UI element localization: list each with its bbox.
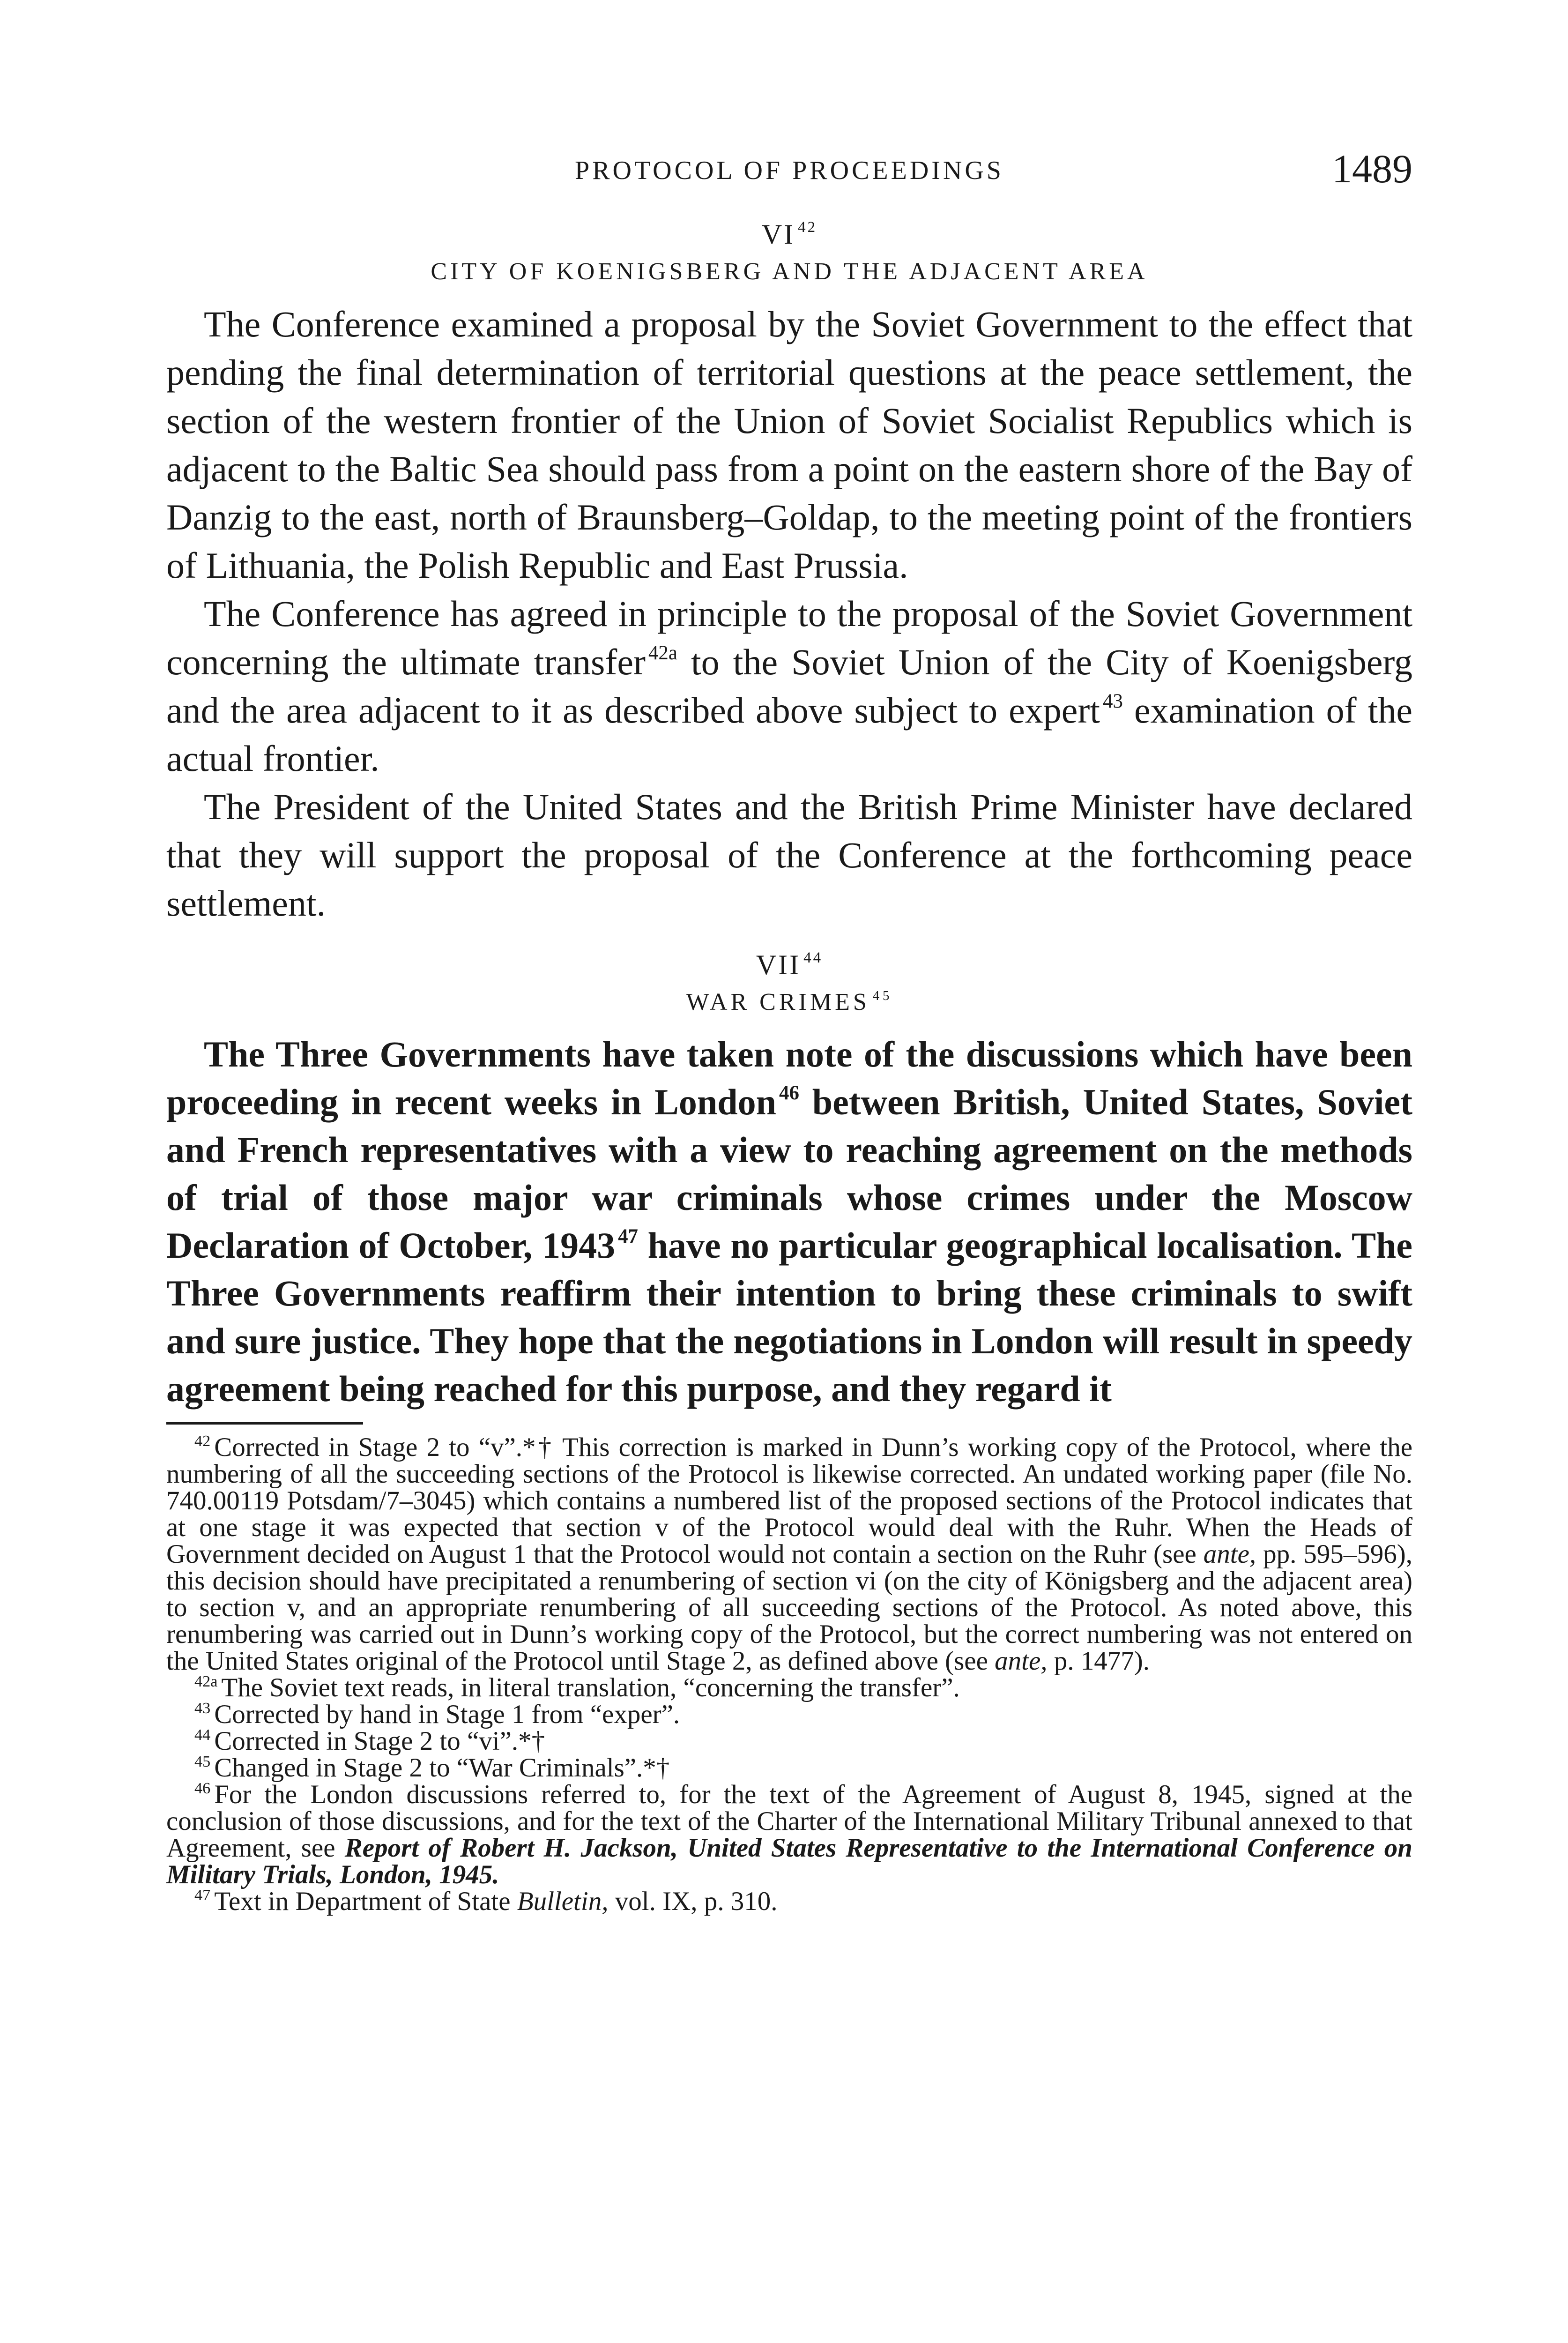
paragraph-text: to the Soviet Union of the City of Koenigsberg and the area adjacent to it as described above subject to expert — [166, 642, 1412, 731]
footnote-italic: Bulletin, — [517, 1887, 609, 1916]
section-title-text: WAR CRIMES — [686, 989, 870, 1015]
section-vii-paragraph-1 — [166, 1030, 1412, 1413]
paragraph-text: The Conference has agreed in principle to the proposal of the Soviet Government concerning the ultimate transfer — [166, 593, 1412, 682]
footnote-text: For the London discussions referred to, for the text of the Agreement of August 8, 1945, signed at the conclusion of those discussions, and for the text of the Charter of the International Military Tribunal annexed to that Agreement, see — [166, 1780, 1412, 1863]
section-vi-title: CITY OF KOENIGSBERG AND THE ADJACENT AREA — [431, 258, 1148, 285]
running-title: PROTOCOL OF PROCEEDINGS — [575, 156, 1004, 185]
footnote-42 — [166, 1434, 1412, 1674]
section-vii-title — [166, 984, 1412, 1021]
footnote-mark: 43 — [194, 1700, 211, 1717]
section-number-text: VII — [756, 949, 801, 980]
footnote-text: Text in Department of State — [214, 1887, 511, 1916]
page-number: 1489 — [1332, 146, 1412, 191]
paragraph-text: examination of the actual frontier. — [166, 690, 1413, 779]
footnote-45 — [166, 1754, 1412, 1781]
footnote-ref-45[interactable]: 45 — [872, 988, 893, 1003]
footnote-text: Corrected in Stage 2 to “vi”.*† — [214, 1726, 545, 1756]
footnote-text: The Soviet text reads, in literal translation, “concerning the transfer”. — [221, 1673, 960, 1702]
footnote-44 — [166, 1728, 1412, 1754]
footnote-text: Changed in Stage 2 to “War Criminals”.*† — [214, 1753, 670, 1783]
footnote-text: Corrected in Stage 2 to “v”.*† This correction is marked in Dunn’s working copy of the Protocol, where the numbering of all the succeeding sections of the Protocol is likewise corrected. An undated working paper (file No. 740.00119 Potsdam/7–3045) which contains a numbered list of the proposed sections of the Protocol indicates that at one stage it was expected that section v of the Protocol would deal with the Ruhr. When the Heads of Government decided on August 1 that the Protocol would not contain a section on the Ruhr (see — [166, 1433, 1412, 1569]
footnote-mark: 42 — [194, 1433, 211, 1450]
footnote-42a — [166, 1674, 1412, 1701]
footnote-citation: Report of Robert H. Jackson, United States Representative to the International Conference on Military Trials, London, 1945. — [166, 1833, 1412, 1889]
footnote-ref-47[interactable]: 47 — [618, 1225, 638, 1247]
document-page — [166, 141, 1412, 1915]
section-vi-number — [166, 216, 1412, 253]
running-head — [166, 141, 1412, 197]
footnote-ref-46[interactable]: 46 — [779, 1082, 799, 1104]
footnote-divider — [166, 1422, 363, 1425]
footnote-47 — [166, 1888, 1412, 1915]
section-vi-paragraph-2 — [166, 589, 1412, 783]
footnote-mark: 47 — [194, 1887, 211, 1904]
footnote-mark: 42a — [194, 1673, 218, 1691]
footnote-ref-42[interactable]: 42 — [798, 219, 817, 236]
footnote-text: pp. 595–596), this decision should have precipitated a renumbering of section vi (on the city of Königsberg and the adjacent area) to section v, and an appropriate renumbering of all succeeding sections of the Protocol. As noted above, this renumbering was carried out in Dunn’s working copy of the Protocol, but the correct numbering was not entered on the United States original of the Protocol until Stage 2, as defined above (see — [166, 1539, 1413, 1676]
footnote-mark: 46 — [194, 1780, 211, 1798]
paragraph-text: between British, United States, Soviet and French representatives with a view to reaching agreement on the methods of trial of those major war criminals whose crimes under the Moscow Declaration of October, 1943 — [166, 1082, 1412, 1266]
section-vi-paragraph-1: The Conference examined a proposal by the Soviet Government to the effect that pending the final determination of territorial questions at the peace settlement, the section of the western frontier of the Union of Soviet Socialist Republics which is adjacent to the Baltic Sea should pass from a point on the eastern shore of the Bay of Danzig to the east, north of Braunsberg–Goldap, to the meeting point of the frontiers of Lithuania, the Polish Republic and East Prussia. — [166, 304, 1412, 586]
footnote-italic: ante, — [1203, 1539, 1256, 1569]
footnote-mark: 45 — [194, 1753, 211, 1771]
footnote-text: Corrected by hand in Stage 1 from “exper”. — [214, 1700, 680, 1729]
footnote-mark: 44 — [194, 1726, 211, 1744]
footnote-ref-42a[interactable]: 42a — [648, 642, 677, 664]
section-vii-number — [166, 946, 1412, 984]
paragraph-text: The Three Governments have taken note of the discussions which have been proceeding in recent weeks in London — [166, 1034, 1412, 1122]
footnote-ref-43[interactable]: 43 — [1103, 690, 1123, 712]
paragraph-text: have no particular geographical localisation. The Three Governments reaffirm their intention to bring these criminals to swift and sure justice. They hope that the negotiations in London will result in speedy agreement being reached for this purpose, and they regard it — [166, 1225, 1412, 1409]
footnote-text: vol. IX, p. 310. — [615, 1887, 778, 1916]
section-number-text: VI — [761, 219, 795, 250]
footnote-46 — [166, 1781, 1412, 1888]
footnote-43 — [166, 1701, 1412, 1728]
footnote-ref-44[interactable]: 44 — [803, 949, 823, 967]
footnote-italic: ante, — [995, 1646, 1048, 1676]
section-vi-paragraph-3: The President of the United States and the British Prime Minister have declared that they will support the proposal of the Conference at the forthcoming peace settlement. — [166, 786, 1412, 924]
footnote-text: p. 1477). — [1054, 1646, 1150, 1676]
